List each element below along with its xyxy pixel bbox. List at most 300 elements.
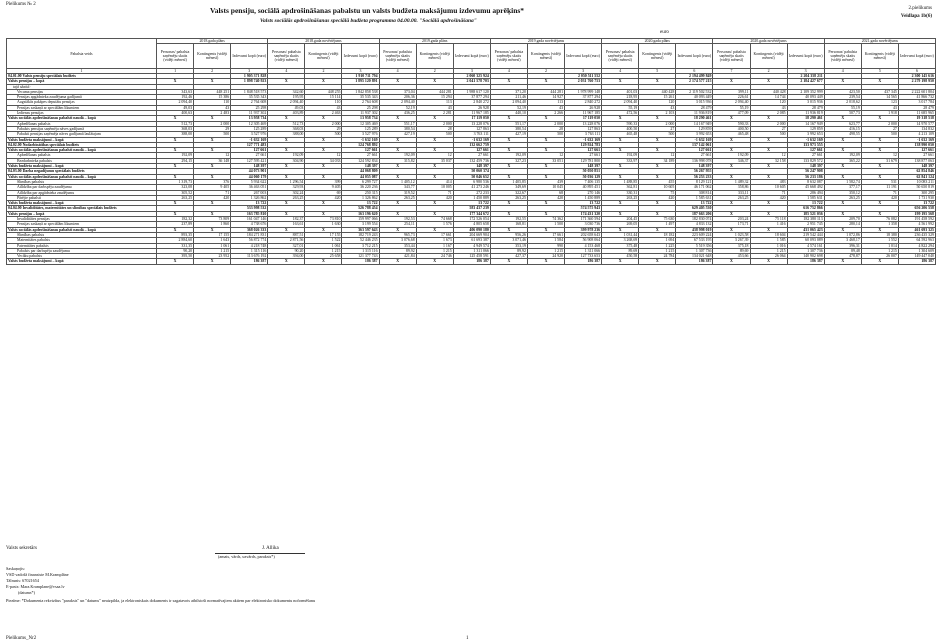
- table-cell: 40 093 449: [787, 95, 824, 100]
- row-label: Paternitātes pabalsts: [7, 243, 157, 248]
- table-cell: 1 215: [194, 248, 231, 253]
- table-cell: X: [194, 148, 231, 153]
- column-header: Kontingents (vidēji mēnesī): [305, 44, 342, 69]
- column-number: 2: [527, 69, 564, 74]
- table-cell: 461 693 325: [898, 227, 935, 232]
- table-cell: 29: [194, 126, 231, 131]
- table-cell: X: [750, 79, 787, 84]
- table-cell: X: [527, 259, 564, 264]
- table-cell: 55,19: [824, 105, 861, 110]
- table-cell: X: [268, 211, 305, 216]
- column-number: 2: [194, 69, 231, 74]
- table-cell: 137 142 061: [676, 142, 713, 147]
- row-label: Pabalsti pensijas saņēmēja nāves gadījumā laulātajam: [7, 132, 157, 137]
- table-cell: 17 155: [305, 232, 342, 237]
- row-label: Valsts budžeta maksājumi – kopā: [7, 201, 157, 206]
- table-cell: 10 005: [416, 185, 453, 190]
- table-cell: 2 085: [750, 111, 787, 116]
- table-cell: 1 500: [527, 222, 564, 227]
- table-cell: 41 866 732: [898, 95, 935, 100]
- table-cell: 223 609 224: [676, 232, 713, 237]
- row-label: Slimības pabalsts: [7, 232, 157, 237]
- table-cell: X: [490, 227, 527, 232]
- table-cell: X: [379, 227, 416, 232]
- row-label: Maternitātes pabalsts: [7, 238, 157, 243]
- table-cell: 110: [305, 100, 342, 105]
- table-cell: 132 662 759: [453, 142, 490, 147]
- table-cell: 448 255: [305, 89, 342, 94]
- table-cell: 3 712 215: [342, 243, 379, 248]
- table-cell: 34 189: [639, 158, 676, 163]
- table-cell: X: [416, 164, 453, 169]
- table-cell: 28 479: [787, 105, 824, 110]
- table-cell: 1 072,86: [824, 232, 861, 237]
- table-cell: 24 920: [527, 254, 564, 259]
- table-cell: 177 344 672: [453, 211, 490, 216]
- table-cell: 327,01: [268, 243, 305, 248]
- table-cell: 396,31: [824, 243, 861, 248]
- table-cell: 209,70: [824, 217, 861, 222]
- table-cell: 2 000: [527, 121, 564, 126]
- table-cell: 148 397: [231, 164, 268, 169]
- table-cell: 159 997 066: [342, 217, 379, 222]
- row-label: Valsts budžeta maksājumi – kopā: [7, 164, 157, 169]
- table-cell: 1 315 116: [231, 248, 268, 253]
- table-cell: 36 148: [194, 158, 231, 163]
- table-cell: X: [490, 259, 527, 264]
- table-cell: 10 083 211: [898, 179, 935, 184]
- table-cell: 71: [861, 190, 898, 195]
- table-cell: 13 958 734: [342, 116, 379, 121]
- table-cell: 1 215: [750, 248, 787, 253]
- table-cell: 12: [194, 153, 231, 158]
- table-cell: 420: [861, 195, 898, 200]
- table-cell: 133 973 555: [787, 142, 824, 147]
- page-label: Pielikums_Nr2: [6, 636, 37, 641]
- table-cell: 3 030 736: [565, 222, 602, 227]
- table-cell: 375,48: [602, 243, 639, 248]
- period-header: 2019.gada plāns: [379, 39, 490, 44]
- table-cell: 129 859: [676, 126, 713, 131]
- column-number: 1: [7, 69, 157, 74]
- table-cell: 1 167: [416, 243, 453, 248]
- table-cell: X: [268, 259, 305, 264]
- table-cell: 27: [861, 126, 898, 131]
- column-header: Kontingents (vidēji mēnesī): [750, 44, 787, 69]
- table-cell: 218,95: [602, 95, 639, 100]
- table-cell: 363 597 643: [342, 227, 379, 232]
- table-cell: 132 459 736: [453, 158, 490, 163]
- table-cell: 2 266: [527, 111, 564, 116]
- table-cell: 62 854 846: [898, 169, 935, 174]
- table-cell: -1 632 169: [453, 137, 490, 142]
- table-cell: 1 905 371 828: [231, 74, 268, 79]
- table-cell: 472,56: [602, 111, 639, 116]
- table-cell: 129 781 800: [565, 158, 602, 163]
- table-cell: X: [639, 148, 676, 153]
- table-cell: X: [602, 148, 639, 153]
- table-cell: 89,69: [713, 248, 750, 253]
- table-cell: 26 007: [861, 254, 898, 259]
- table-cell: 186 387: [898, 259, 935, 264]
- table-cell: X: [305, 79, 342, 84]
- table-cell: 76 082: [861, 217, 898, 222]
- table-cell: 28 479: [676, 105, 713, 110]
- row-label: Slimības pabalsts: [7, 179, 157, 184]
- table-cell: 11 967 185: [565, 111, 602, 116]
- expense-table: [6, 38, 936, 265]
- table-cell: 28: [416, 126, 453, 131]
- table-cell: X: [157, 227, 194, 232]
- table-cell: 1 311 066: [453, 248, 490, 253]
- table-cell: 1 311 066: [565, 248, 602, 253]
- table-cell: 1 673: [416, 238, 453, 243]
- table-cell: 3 267,39: [713, 238, 750, 243]
- table-cell: 31 679: [861, 158, 898, 163]
- table-cell: 1 023,58: [713, 232, 750, 237]
- table-cell: 990: [527, 243, 564, 248]
- table-cell: 27 661: [898, 153, 935, 158]
- table-cell: X: [305, 211, 342, 216]
- table-cell: 327,23: [490, 158, 527, 163]
- table-cell: X: [490, 148, 527, 153]
- table-cell: 27 661: [676, 153, 713, 158]
- table-cell: 15 386: [194, 95, 231, 100]
- table-cell: 1 643: [194, 238, 231, 243]
- table-cell: 2 884,60: [157, 238, 194, 243]
- table-cell: 380,54: [379, 126, 416, 131]
- table-cell: 2 279 198 950: [898, 79, 935, 84]
- table-cell: 2 184 427 677: [787, 79, 824, 84]
- table-cell: X: [416, 174, 453, 179]
- table-cell: X: [416, 79, 453, 84]
- table-cell: 43: [639, 105, 676, 110]
- table-cell: 186 387: [676, 259, 713, 264]
- table-cell: 362,81: [602, 185, 639, 190]
- table-cell: 254,11: [379, 222, 416, 227]
- table-cell: 148 397: [787, 164, 824, 169]
- table-cell: X: [750, 174, 787, 179]
- table-cell: 71: [416, 190, 453, 195]
- coordinated-label: Saskaņojis:: [6, 566, 26, 571]
- table-cell: 270 146: [565, 190, 602, 195]
- table-cell: 17 119 050: [565, 116, 602, 121]
- table-cell: X: [157, 79, 194, 84]
- table-cell: 12 305 469: [342, 121, 379, 126]
- table-cell: 394,00: [268, 254, 305, 259]
- table-cell: 1 731 930: [898, 195, 935, 200]
- table-cell: 2 094,40: [713, 100, 750, 105]
- table-cell: 342,60: [268, 89, 305, 94]
- table-cell: 308 814: [676, 190, 713, 195]
- table-cell: 263,25: [602, 195, 639, 200]
- table-cell: 44 060 179: [231, 174, 268, 179]
- table-cell: X: [157, 137, 194, 142]
- table-cell: 574 575 943: [565, 206, 602, 211]
- table-cell: 206,36: [379, 95, 416, 100]
- table-cell: 2 840 272: [565, 100, 602, 105]
- table-cell: 368,03: [268, 126, 305, 131]
- table-cell: 174 431 320: [565, 211, 602, 216]
- table-cell: 45 668 492: [787, 185, 824, 190]
- table-cell: 887,51: [268, 232, 305, 237]
- row-label: 04.01.00 Valsts pensiju speciālais budžets: [7, 74, 157, 79]
- table-cell: 56 247 908: [787, 169, 824, 174]
- table-cell: 2 483: [194, 111, 231, 116]
- table-cell: 315,82: [379, 158, 416, 163]
- table-cell: 12 305 469: [231, 121, 268, 126]
- row-label: Valsts sociālās apdrošināšanas pabalsti naudā – kopā: [7, 116, 157, 121]
- column-number: 2: [305, 69, 342, 74]
- table-cell: X: [157, 116, 194, 121]
- table-cell: 148 397: [565, 164, 602, 169]
- table-cell: X: [602, 137, 639, 142]
- table-cell: 478,87: [824, 254, 861, 259]
- table-cell: X: [490, 116, 527, 121]
- table-cell: 439: [527, 179, 564, 184]
- table-cell: 305,52: [157, 190, 194, 195]
- table-cell: 956,26: [490, 232, 527, 237]
- table-cell: 43: [861, 105, 898, 110]
- table-cell: X: [157, 259, 194, 264]
- table-cell: 192,53: [379, 217, 416, 222]
- table-cell: 52 446 235: [342, 238, 379, 243]
- table-cell: 89,92: [490, 248, 527, 253]
- table-cell: 1 694: [639, 238, 676, 243]
- column-number: 6: [676, 69, 713, 74]
- table-cell: X: [416, 137, 453, 142]
- table-cell: 127 863: [453, 126, 490, 131]
- table-cell: 127 733 653: [565, 254, 602, 259]
- table-cell: X: [490, 201, 527, 206]
- table-cell: 500: [305, 132, 342, 137]
- table-cell: X: [861, 259, 898, 264]
- table-cell: X: [194, 259, 231, 264]
- table-cell: 12: [527, 153, 564, 158]
- table-cell: 199 195 568: [898, 211, 935, 216]
- table-cell: 2 050 511 552: [565, 74, 602, 79]
- table-cell: 455: [639, 179, 676, 184]
- table-cell: 195,95: [268, 95, 305, 100]
- table-cell: 590,33: [713, 121, 750, 126]
- table-cell: 450,58: [602, 254, 639, 259]
- table-cell: X: [527, 116, 564, 121]
- table-cell: 2 000: [194, 121, 231, 126]
- table-cell: 353,19: [490, 243, 527, 248]
- table-cell: 17 661: [527, 232, 564, 237]
- table-cell: 192,09: [379, 153, 416, 158]
- table-cell: 12: [861, 153, 898, 158]
- table-cell: 500: [639, 132, 676, 137]
- column-header: Personas/ pabalsta saņēmēju skaits (vidēji mēnesī): [490, 44, 527, 69]
- column-number: 4: [824, 69, 861, 74]
- table-cell: 2 871,56: [268, 238, 305, 243]
- table-cell: 18 290 461: [676, 116, 713, 121]
- table-cell: 2 764 608: [231, 100, 268, 105]
- table-cell: X: [527, 201, 564, 206]
- column-header: Izdevumi kopā (euro): [342, 44, 379, 69]
- column-header: Personas/ pabalsta saņēmēju skaits (vidēji mēnesī): [379, 44, 416, 69]
- table-cell: 1 016: [750, 243, 787, 248]
- table-cell: 185 521 036: [787, 211, 824, 216]
- table-cell: 134 021 648: [676, 254, 713, 259]
- table-cell: 1 582,74: [824, 179, 861, 184]
- table-cell: 27 661: [453, 153, 490, 158]
- table-cell: 526 788 454: [342, 206, 379, 211]
- table-cell: 56 253 233: [676, 174, 713, 179]
- table-cell: 2 174 577 215: [676, 79, 713, 84]
- table-cell: X: [824, 227, 861, 232]
- document-subtitle: Valsts sociālās apdrošināšanas speciālā budžeta programma 04.00.00. "Sociālā apdrošināšana": [260, 18, 477, 24]
- table-cell: X: [416, 148, 453, 153]
- row-label: Pārējie pabalsti: [7, 195, 157, 200]
- row-label: 04.02.00 Nodarbinātības speciālais budžets: [7, 142, 157, 147]
- footnote: Piezīme: *Dokumenta rekvizītus "paraksts" un "datums" neaizpilda, ja elektroniskais dokuments ir sagatavots atbilstoši normatīvajiem aktiem par elektronisko dokumentu noformēšanu: [6, 598, 316, 603]
- column-number: 7: [713, 69, 750, 74]
- table-cell: 211,46: [490, 95, 527, 100]
- table-cell: 329,93: [268, 185, 305, 190]
- table-cell: 616 752 866: [787, 206, 824, 211]
- table-cell: 10 045: [527, 185, 564, 190]
- table-cell: 127 661: [898, 148, 935, 153]
- period-header: 2020.gada plāns: [602, 39, 713, 44]
- table-cell: 1 307 736: [676, 248, 713, 253]
- table-cell: X: [194, 211, 231, 216]
- table-cell: X: [750, 137, 787, 142]
- table-cell: 50 650 819: [898, 185, 935, 190]
- table-cell: X: [490, 79, 527, 84]
- table-cell: 125 458 591: [453, 254, 490, 259]
- table-cell: 11 191: [861, 185, 898, 190]
- table-cell: 71: [750, 190, 787, 195]
- table-cell: 186 387: [787, 259, 824, 264]
- table-cell: 2 119 502 532: [676, 89, 713, 94]
- table-cell: X: [713, 201, 750, 206]
- secretary-hint: (amats, vārds, uzvārds, paraksts*): [218, 554, 275, 559]
- table-cell: 263,25: [490, 195, 527, 200]
- table-cell: 420: [416, 195, 453, 200]
- table-cell: 1 061: [194, 243, 231, 248]
- table-cell: 90,20: [157, 248, 194, 253]
- table-cell: 43: [527, 105, 564, 110]
- column-number: 3: [231, 69, 268, 74]
- column-header: Kontingents (vidēji mēnesī): [527, 44, 564, 69]
- table-cell: 191 458 592: [898, 217, 935, 222]
- table-cell: 333,11: [713, 190, 750, 195]
- row-label: Pensijas saskaņā ar speciālām likumiem: [7, 105, 157, 110]
- table-cell: 1 585 631: [787, 195, 824, 200]
- table-cell: 1 319,73: [157, 179, 194, 184]
- table-cell: 182,32: [157, 217, 194, 222]
- table-cell: X: [490, 174, 527, 179]
- table-cell: -1 632 169: [231, 137, 268, 142]
- table-cell: 551,17: [379, 121, 416, 126]
- table-cell: X: [750, 227, 787, 232]
- table-cell: 49,03: [268, 105, 305, 110]
- table-cell: 127 771 483: [231, 142, 268, 147]
- table-cell: 168,81: [490, 222, 527, 227]
- table-cell: 26 064: [750, 254, 787, 259]
- table-cell: 186 387: [565, 259, 602, 264]
- table-cell: 29: [305, 126, 342, 131]
- table-cell: 13 722: [231, 201, 268, 206]
- row-label: Valsts budžeta maksājumi – kopā: [7, 259, 157, 264]
- table-cell: 50 036 129: [565, 174, 602, 179]
- table-cell: 50 046 652: [453, 174, 490, 179]
- table-cell: 343,77: [379, 185, 416, 190]
- currency-label: euro: [660, 30, 669, 35]
- table-cell: 27 661: [342, 153, 379, 158]
- table-cell: 7 406 135: [565, 179, 602, 184]
- table-cell: 13 722: [676, 201, 713, 206]
- table-cell: 304,90: [268, 158, 305, 163]
- table-cell: 125 289: [342, 126, 379, 131]
- table-cell: X: [639, 201, 676, 206]
- table-cell: 373,04: [379, 89, 416, 94]
- table-cell: X: [602, 201, 639, 206]
- table-cell: 55,19: [713, 105, 750, 110]
- table-cell: 4 833 132: [676, 222, 713, 227]
- table-cell: X: [750, 116, 787, 121]
- table-cell: 124 592 834: [342, 158, 379, 163]
- table-cell: 286 494: [787, 190, 824, 195]
- table-cell: 33 051: [527, 158, 564, 163]
- table-cell: 163 196 620: [342, 211, 379, 216]
- column-header: Izdevumi kopā (euro): [676, 44, 713, 69]
- table-cell: 420: [194, 195, 231, 200]
- table-cell: 371,20: [490, 89, 527, 94]
- table-cell: X: [824, 259, 861, 264]
- table-cell: X: [861, 148, 898, 153]
- table-cell: 1 215: [416, 248, 453, 253]
- table-cell: X: [639, 174, 676, 179]
- table-cell: 27 661: [787, 153, 824, 158]
- table-cell: 507,73: [824, 111, 861, 116]
- table-cell: 1 522: [305, 238, 342, 243]
- email: E-pasts: Mara.Kramplane@vsaa.lv: [6, 584, 65, 589]
- table-cell: X: [824, 116, 861, 121]
- table-cell: 127 661: [231, 148, 268, 153]
- table-cell: 294,15: [157, 158, 194, 163]
- table-cell: 52,19: [490, 105, 527, 110]
- table-cell: 89,69: [602, 248, 639, 253]
- table-cell: X: [194, 201, 231, 206]
- table-cell: 3 468,17: [824, 238, 861, 243]
- row-label: Apbedīšanas pabalsts: [7, 153, 157, 158]
- column-number: 3: [453, 69, 490, 74]
- period-header: 2018.gada novērtējums: [268, 39, 379, 44]
- table-cell: 73 809: [194, 217, 231, 222]
- table-cell: 204 669 904: [453, 232, 490, 237]
- table-cell: X: [824, 174, 861, 179]
- table-cell: 26 928: [565, 105, 602, 110]
- column-header: Izdevumi kopā (euro): [898, 44, 935, 69]
- table-cell: 27: [750, 126, 787, 131]
- table-cell: X: [527, 211, 564, 216]
- attachment-right-label: 2.pielikums: [908, 6, 932, 11]
- table-cell: X: [268, 164, 305, 169]
- table-cell: X: [527, 148, 564, 153]
- table-cell: 263,25: [379, 195, 416, 200]
- table-cell: X: [824, 79, 861, 84]
- table-cell: 75 630: [639, 217, 676, 222]
- table-cell: 1 988 617 120: [453, 89, 490, 94]
- table-cell: 49,03: [157, 105, 194, 110]
- table-cell: 1 842 858 538: [342, 89, 379, 94]
- table-cell: X: [157, 201, 194, 206]
- table-cell: 27 661: [565, 153, 602, 158]
- table-cell: 237,89: [157, 222, 194, 227]
